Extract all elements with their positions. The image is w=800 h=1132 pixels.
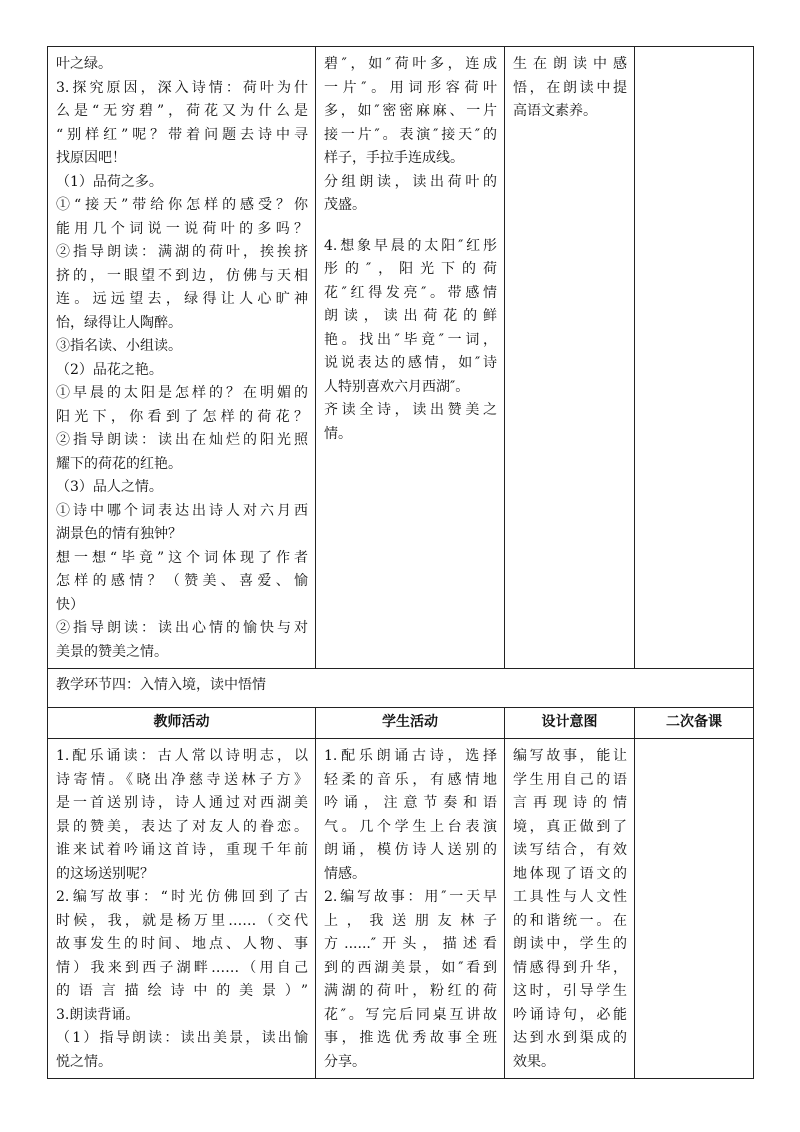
text-line: 艳。找出″毕竟″一词， [324,331,497,348]
text-line: 挤的，一眼望不到边，仿佛与天相 [56,267,308,284]
text-line: 彤的″，阳光下的荷 [324,261,497,277]
design-intent-text [513,745,627,1074]
lesson-plan-table [47,46,754,1079]
text-line: 谁来试着吟诵这首诗，重现千年前 [56,842,308,858]
text-line: 阳光下，你看到了怎样的荷花？ [56,408,308,425]
teacher-activity-cell [48,739,316,1079]
text-line: 4.想象早晨的太阳″红彤 [324,237,497,254]
student-activity-cell [316,47,505,669]
text-line: 怎样的感情？（赞美、喜爱、愉 [56,573,308,589]
text-line: 编写故事，能让 [513,748,627,764]
text-line: 时候，我，就是杨万里……（交代 [56,912,308,929]
text-line: 3.朗读背诵。 [56,1006,140,1023]
text-line: 3.探究原因，深入诗情：荷叶为什 [56,79,308,96]
text-line: 分享。 [324,1053,366,1070]
text-line: 是一首送别诗，诗人通过对西湖美 [56,795,308,811]
text-line: 地体现了语文的 [513,865,627,882]
header-row [48,708,754,739]
second-prep-cell [635,47,754,669]
text-line: 碧″，如″荷叶多，连成 [324,56,497,72]
text-line: 耀下的荷花的红艳。 [56,455,182,472]
text-line: 人特别喜欢六月西湖″。 [324,378,470,395]
text-line: 诗寄情。《晓出净慈寺送林子方》 [56,771,308,788]
text-line: 学生用自己的语 [513,771,627,788]
text-line: 2.编写故事：用″一天早 [324,889,497,905]
text-line: 朗读，读出荷花的鲜 [324,308,497,324]
student-activity-text [324,53,497,218]
text-line: 气。几个学生上台表演 [324,818,497,835]
text-line: 样子，手拉手连成线。 [324,150,464,166]
design-intent-text [513,53,627,124]
section-title: 教学环节四：入情入境，读中悟情 [48,669,754,708]
text-line: 境，真正做到了 [513,818,627,835]
teacher-activity-text [56,53,308,664]
teacher-activity-text [56,745,308,1074]
text-line: （3）品人之情。 [56,479,163,495]
text-line: 轻柔的音乐，有感情地 [324,771,497,788]
text-line: 方......″开头，描述看 [324,936,497,952]
text-line: ②指导朗读：读出心情的愉快与对 [56,620,308,636]
text-line: 美景的赞美之情。 [56,643,168,660]
text-line: ①“接天”带给你怎样的感受？你 [56,197,308,213]
text-line: 这时，引导学生 [513,983,627,999]
text-line: 分组朗读，读出荷叶的 [324,173,497,190]
text-line: 1.配乐诵读：古人常以诗明志，以 [56,748,308,764]
activity-row [48,739,754,1079]
text-line: 2.编写故事：“时光仿佛回到了古 [56,889,308,905]
header-design: 设计意图 [505,708,635,739]
header-teacher: 教师活动 [48,708,316,739]
text-line: 能用几个词说一说荷叶的多吗？ [56,220,308,237]
text-line: 情感。 [324,865,366,882]
text-line: 朗读中，学生的 [513,936,627,952]
text-line: “别样红”呢？带着问题去诗中寻 [56,126,308,143]
text-line: 情）我来到西子湖畔……（用自己 [56,959,308,976]
text-line: 达到水到渠成的 [513,1030,627,1046]
text-line: （1）指导朗读：读出美景，读出愉 [56,1030,308,1046]
text-line: 情感得到升华， [513,959,627,976]
text-line: 叶之绿。 [56,56,112,72]
text-line: 怡，绿得让人陶醉。 [56,314,182,331]
text-line: 连。远远望去，绿得让人心旷神 [56,291,308,307]
text-line: （2）品花之艳。 [56,361,163,378]
text-line: 1.配乐朗诵古诗，选择 [324,748,497,764]
header-student: 学生活动 [316,708,505,739]
text-line: 快） [56,596,84,613]
student-activity-cell [316,739,505,1079]
text-line: ①早晨的太阳是怎样的？在明媚的 [56,385,308,401]
text-line: 景的赞美，表达了对友人的眷恋。 [56,818,308,835]
student-activity-text [324,745,497,1074]
text-line: 言再现诗的情 [513,795,627,811]
text-line: 的语言描绘诗中的美景）” [56,983,308,999]
continued-row [48,47,754,669]
header-notes: 二次备课 [635,708,754,739]
text-line: 情。 [324,425,352,442]
text-line: 朗诵，模仿诗人送别的 [324,842,497,858]
text-line: 花″红得发亮″。带感情 [324,284,497,301]
design-intent-cell [505,739,635,1079]
text-line: 吟诵，注意节奏和语 [324,795,497,811]
text-line: 生在朗读中感 [513,56,627,72]
text-line: 上，我送朋友林子 [324,912,497,929]
text-line: 高语文素养。 [513,103,597,119]
text-line: ②指导朗读：读出在灿烂的阳光照 [56,432,308,448]
text-line: （1）品荷之多。 [56,173,163,190]
text-line: 找原因吧！ [56,150,126,166]
text-line: 一片″。用词形容荷叶 [324,79,497,96]
text-line: 接一片″。表演″接天″的 [324,126,497,143]
section-row [48,669,754,708]
text-line: 读写结合，有效 [513,842,627,858]
text-line: 湖景色的情有独钟？ [56,526,182,542]
text-line: ①诗中哪个词表达出诗人对六月西 [56,502,308,519]
text-line: ②指导朗读：满湖的荷叶，挨挨挤 [56,244,308,260]
text-line: 效果。 [513,1053,555,1070]
teacher-activity-cell [48,47,316,669]
text-line: 到的西湖美景，如″看到 [324,959,497,976]
text-line: 茂盛。 [324,197,366,213]
text-line: 齐读全诗，读出赞美之 [324,402,497,418]
text-line: 想一想“毕竟”这个词体现了作者 [56,549,308,566]
student-activity-text-2 [324,235,497,447]
text-line: 吟诵诗句，必能 [513,1006,627,1023]
text-line: 多，如″密密麻麻、一片 [324,103,497,119]
text-line: 花″。写完后同桌互讲故 [324,1006,497,1023]
text-line: 满湖的荷叶，粉红的荷 [324,983,497,999]
design-intent-cell [505,47,635,669]
text-line: 事，推选优秀故事全班 [324,1030,497,1046]
text-line: 悟，在朗读中提 [513,79,627,96]
text-line: 故事发生的时间、地点、人物、事 [56,936,308,952]
text-line: 么是“无穷碧”，荷花又为什么是 [56,103,308,119]
second-prep-cell [635,739,754,1079]
text-line: 的这场送别呢？ [56,865,154,882]
text-line: 悦之情。 [56,1053,112,1070]
text-line: 的和谐统一。在 [513,912,627,929]
text-line: 说说表达的感情，如″诗 [324,355,497,371]
text-line: ③指名读、小组读。 [56,338,182,354]
text-line: 工具性与人文性 [513,889,627,905]
